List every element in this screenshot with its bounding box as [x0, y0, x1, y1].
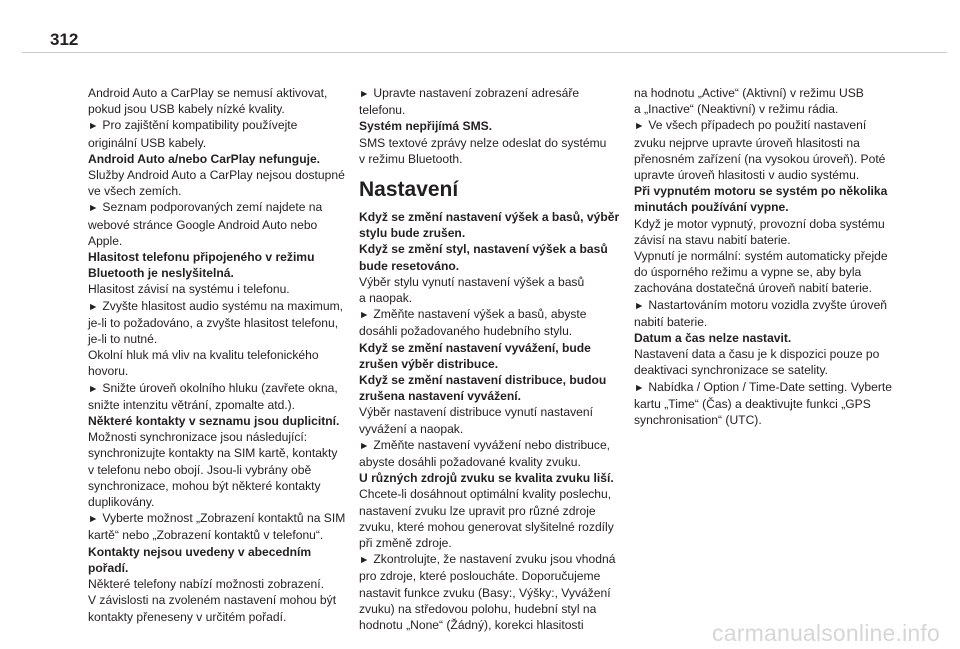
- problem-heading-line: Android Auto a/nebo CarPlay nefunguje.: [88, 151, 321, 166]
- arrow-bullet-icon: ►: [359, 88, 370, 100]
- body-text-line: dosáhli požadovaného hudebního stylu.: [359, 324, 573, 339]
- body-text-line: závisí na stavu nabití baterie.: [634, 232, 791, 247]
- body-text-line: nastavení zvuku lze upravit pro různé zdroje: [359, 503, 596, 518]
- arrow-bullet-icon: ►: [88, 382, 99, 395]
- problem-heading-line: Při vypnutém motoru se systém po několika: [634, 184, 888, 199]
- action-line: [634, 297, 896, 314]
- arrow-bullet-icon: ►: [359, 309, 370, 322]
- body-text-line: hovoru.: [88, 364, 129, 379]
- action-text: Seznam podporovaných zemí najdete na: [102, 200, 323, 215]
- problem-heading-line: Bluetooth je neslyšitelná.: [88, 266, 234, 281]
- problem-heading-line: zrušena nastavení vyvážení.: [359, 389, 522, 404]
- arrow-bullet-icon: ►: [88, 120, 99, 133]
- action-text: Vyberte možnost „Zobrazení kontaktů na SIM: [102, 511, 346, 526]
- body-text-line: Služby Android Auto a CarPlay nejsou dostupné: [88, 168, 345, 183]
- action-line: [634, 117, 896, 134]
- body-text-line: Nastavení data a času je k dispozici pouze po: [634, 347, 880, 362]
- body-text-line: V závislosti na zvoleném nastavení mohou být: [88, 593, 337, 608]
- body-text-line: Apple.: [88, 233, 123, 248]
- problem-heading-line: Hlasitost telefonu připojeného v režimu: [88, 250, 315, 265]
- arrow-bullet-icon: ►: [88, 513, 99, 526]
- action-line: [359, 437, 621, 454]
- action-line: [88, 117, 350, 134]
- action-text: Zvyšte hlasitost audio systému na maximum,: [102, 298, 344, 313]
- body-text-line: nabití baterie.: [634, 314, 708, 329]
- body-text-line: synchronizace, mohou být některé kontakty: [88, 478, 321, 493]
- body-text-line: vyvážení a naopak.: [359, 421, 464, 436]
- arrow-bullet-icon: ►: [634, 120, 645, 133]
- problem-heading-line: Když se změní styl, nastavení výšek a basů: [359, 242, 608, 257]
- body-text-line: zvuku nejprve upravte úroveň hlasitosti na: [634, 135, 860, 150]
- body-text-line: do úsporného režimu a vypne se, aby byla: [634, 265, 862, 280]
- action-text: Ve všech případech po použití nastavení: [648, 118, 867, 133]
- body-text-line: kartu „Time“ (Čas) a deaktivujte funkci „GPS: [634, 396, 871, 411]
- arrow-bullet-icon: ►: [88, 202, 99, 215]
- body-text-line: Android Auto a CarPlay se nemusí aktivovat,: [88, 86, 328, 100]
- problem-heading-line: Kontakty nejsou uvedeny v abecedním: [88, 544, 312, 559]
- body-text-line: Vypnutí je normální: systém automaticky přejde: [634, 249, 888, 264]
- arrow-bullet-icon: ►: [88, 300, 99, 313]
- body-text-line: SMS textové zprávy nelze odeslat do systému: [359, 135, 607, 150]
- body-text-line: kartě“ nebo „Zobrazení kontaktů v telefonu“.: [88, 528, 324, 543]
- body-text-line: v telefonu nebo obojí. Jsou-li vybrány obě: [88, 462, 312, 477]
- body-text-line: Výběr stylu vynutí nastavení výšek a basů: [359, 274, 585, 289]
- arrow-bullet-icon: ►: [359, 554, 370, 567]
- problem-heading-line: Když se změní nastavení výšek a basů, výběr: [359, 210, 620, 225]
- page-number: 312: [50, 30, 79, 49]
- body-text-line: a naopak.: [359, 291, 413, 306]
- watermark: carmanualsonline.info: [712, 620, 940, 646]
- body-text-line: synchronisation“ (UTC).: [634, 413, 762, 428]
- action-text: Snižte úroveň okolního hluku (zavřete okna,: [102, 380, 338, 395]
- body-text-line: kontakty přeneseny v určitém pořadí.: [88, 609, 287, 624]
- body-text-line: originální USB kabely.: [88, 135, 207, 150]
- header-divider: [22, 52, 947, 53]
- body-text-line: abyste dosáhli požadované kvality zvuku.: [359, 455, 581, 470]
- body-text-line: je-li to požadováno, a zvyšte hlasitost telefonu,: [88, 315, 339, 330]
- problem-heading-line: Když se změní nastavení vyvážení, bude: [359, 340, 591, 355]
- body-text-line: při změně zdroje.: [359, 536, 452, 551]
- problem-heading-line: pořadí.: [88, 560, 129, 575]
- action-text: Změňte nastavení vyvážení nebo distribuce,: [373, 437, 611, 452]
- action-line: [88, 298, 350, 315]
- text-column-2: [359, 85, 621, 633]
- action-line: [88, 510, 350, 527]
- body-text-line: je-li to nutné.: [88, 332, 158, 347]
- problem-heading-line: Když se změní nastavení distribuce, budou: [359, 373, 607, 388]
- problem-heading-line: zrušen výběr distribuce.: [359, 356, 499, 371]
- action-line: [359, 551, 621, 568]
- body-text-line: webové stránce Google Android Auto nebo: [88, 217, 318, 232]
- problem-heading-line: Některé kontakty v seznamu jsou duplicitní.: [88, 414, 340, 429]
- section-heading: Nastavení: [359, 178, 459, 202]
- body-text-line: Některé telefony nabízí možnosti zobrazení.: [88, 577, 324, 592]
- action-text: Nabídka / Option / Time-Date setting. Vyberte: [648, 379, 892, 394]
- body-text-line: snižte intenzitu větrání, zpomalte atd.).: [88, 397, 296, 412]
- body-text-line: a „Inactive“ (Neaktivní) v režimu rádia.: [634, 102, 839, 117]
- body-text-line: v režimu Bluetooth.: [359, 151, 463, 166]
- body-text-line: zvuku) na středovou polohu, hudební styl na: [359, 601, 597, 616]
- body-text-line: duplikovány.: [88, 495, 155, 510]
- problem-heading-line: Systém nepřijímá SMS.: [359, 119, 493, 134]
- body-text-line: ve všech zemích.: [88, 184, 182, 199]
- body-text-line: Chcete-li dosáhnout optimální kvality poslechu,: [359, 487, 612, 502]
- action-line: [88, 380, 350, 397]
- arrow-bullet-icon: ►: [634, 381, 645, 394]
- body-text-line: Možnosti synchronizace jsou následující:: [88, 430, 308, 445]
- problem-heading-line: bude resetováno.: [359, 258, 460, 273]
- body-text-line: Když je motor vypnutý, provozní doba systému: [634, 216, 885, 231]
- body-text-line: Výběr nastavení distribuce vynutí nastavení: [359, 405, 593, 420]
- body-text-line: upravte úroveň hlasitosti v audio systému.: [634, 168, 860, 183]
- problem-heading-line: minutách používání vypne.: [634, 200, 789, 215]
- action-line: [359, 306, 621, 323]
- arrow-bullet-icon: ►: [634, 299, 645, 312]
- problem-heading-line: Datum a čas nelze nastavit.: [634, 331, 792, 346]
- body-text-line: synchronizujte kontakty na SIM kartě, kontakty: [88, 446, 338, 461]
- body-text-line: Okolní hluk má vliv na kvalitu telefonického: [88, 348, 319, 363]
- body-text-line: hodnotu „None“ (Žádný), korekci hlasitosti: [359, 618, 584, 633]
- body-text-line: Hlasitost závisí na systému i telefonu.: [88, 282, 290, 297]
- body-text-line: deaktivaci synchronizace se satelity.: [634, 363, 829, 378]
- body-text-line: pro zdroje, které posloucháte. Doporučujeme: [359, 569, 601, 584]
- body-text-line: přenosném zařízení (na vysokou úroveň). Poté: [634, 151, 886, 166]
- text-column-1: [88, 85, 350, 625]
- body-text-line: pokud jsou USB kabely nízké kvality.: [88, 102, 285, 117]
- body-text-line: zvuku, které mohou generovat slyšitelné rozdíly: [359, 519, 614, 534]
- arrow-bullet-icon: ►: [359, 439, 370, 452]
- action-text: Upravte nastavení zobrazení adresáře: [373, 86, 580, 100]
- action-text: Pro zajištění kompatibility používejte: [102, 118, 298, 133]
- body-text-line: zachována dostatečná úroveň nabití baterie.: [634, 281, 873, 296]
- text-column-3: [634, 85, 896, 428]
- problem-heading-line: stylu bude zrušen.: [359, 226, 466, 241]
- problem-heading-line: U různých zdrojů zvuku se kvalita zvuku liší.: [359, 471, 614, 486]
- action-line: [359, 85, 621, 102]
- body-text-line: nastavit funkce zvuku (Basy:, Výšky:, Vyvážení: [359, 585, 611, 600]
- action-line: [88, 199, 350, 216]
- body-text-line: na hodnotu „Active“ (Aktivní) v režimu USB: [634, 86, 864, 100]
- action-text: Nastartováním motoru vozidla zvyšte úroveň: [648, 297, 888, 312]
- action-line: [634, 379, 896, 396]
- action-text: Změňte nastavení výšek a basů, abyste: [373, 307, 587, 322]
- action-text: Zkontrolujte, že nastavení zvuku jsou vhodná: [373, 552, 616, 567]
- body-text-line: telefonu.: [359, 103, 406, 118]
